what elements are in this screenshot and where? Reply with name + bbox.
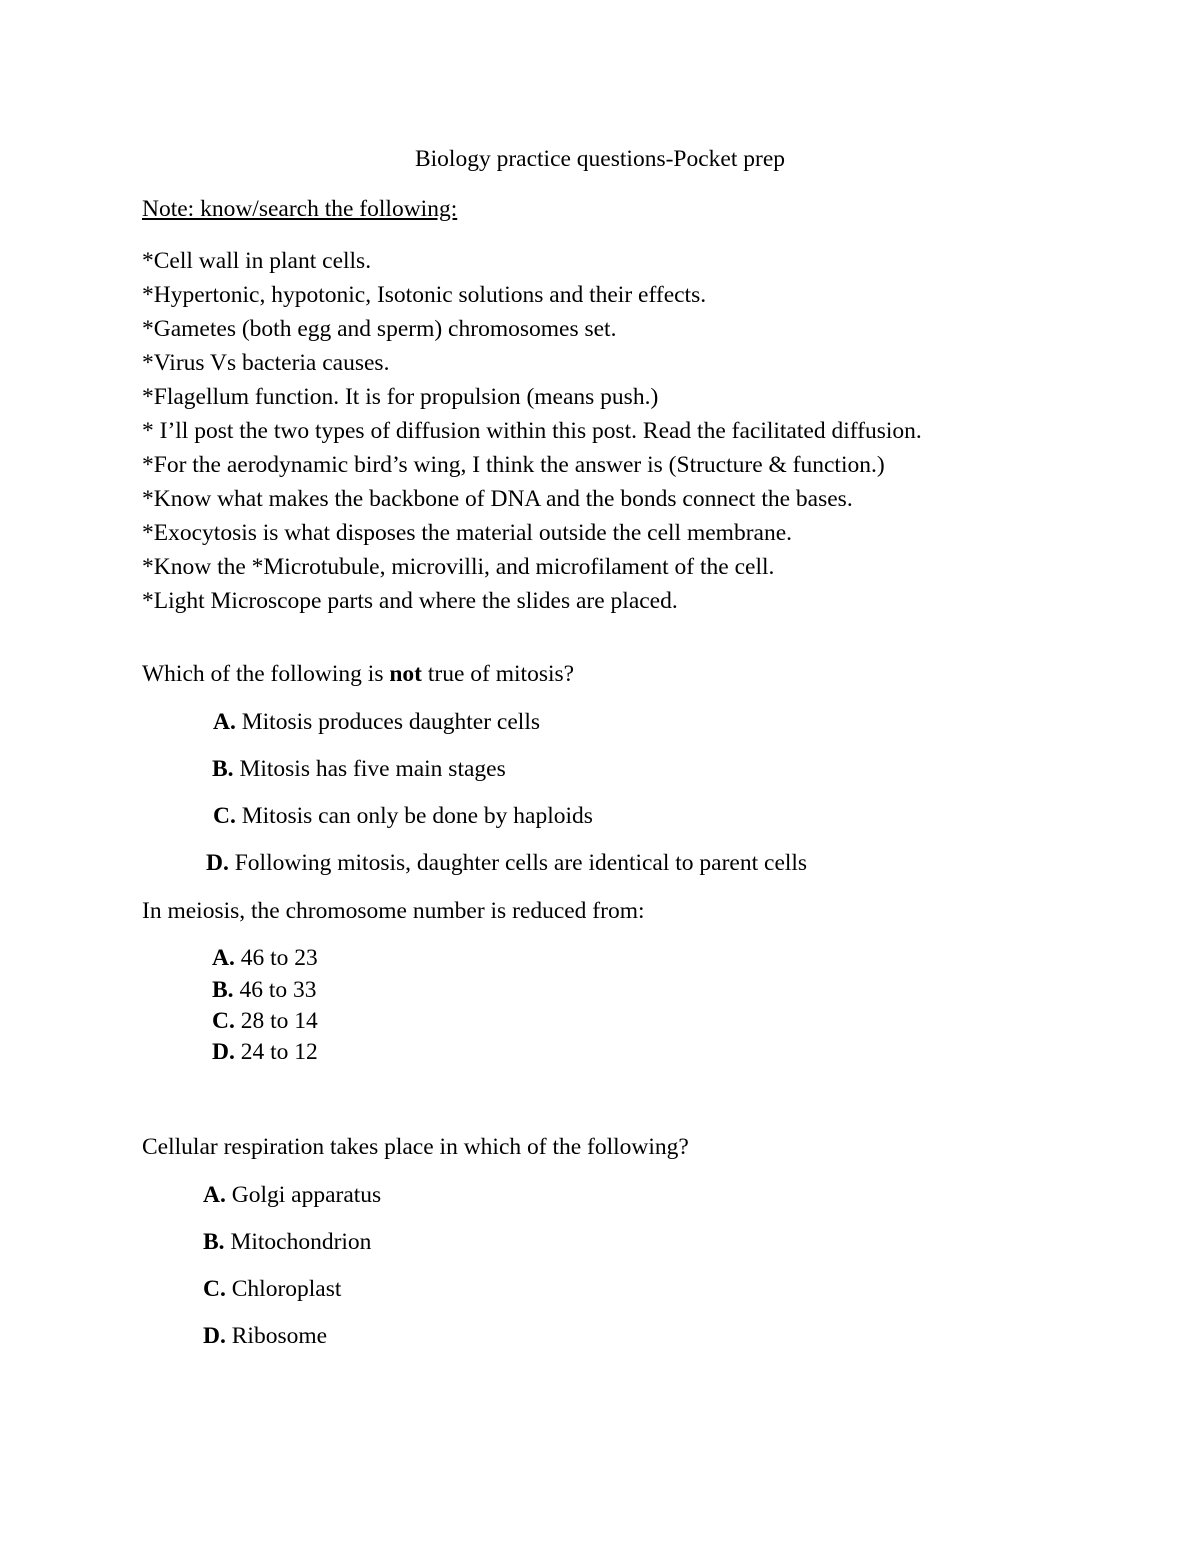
option-text: 46 to 23 [234,945,318,971]
question-2-option-c [212,1006,318,1036]
notes-list [142,246,922,620]
question-1-stem-end: true of mitosis? [422,661,575,687]
question-3-option-c [203,1274,341,1304]
list-item: *Know what makes the backbone of DNA and the bonds connect the bases. [142,486,853,512]
question-3-option-d [203,1321,327,1351]
list-item: *Virus Vs bacteria causes. [142,350,390,376]
question-3-option-b [203,1227,371,1257]
list-item: *Hypertonic, hypotonic, Isotonic solutions and their effects. [142,282,707,308]
question-1-stem [142,659,574,689]
list-item: *Gametes (both egg and sperm) chromosomes set. [142,316,617,342]
option-letter: C. [213,803,236,829]
option-text: Ribosome [225,1323,328,1349]
list-item: * I’ll post the two types of diffusion within this post. Read the facilitated diffusion. [142,418,922,444]
option-text: Golgi apparatus [225,1182,382,1208]
page-title: Biology practice questions-Pocket prep [414,146,786,172]
list-item: *Light Microscope parts and where the slides are placed. [142,588,678,614]
question-2-option-d [212,1037,318,1067]
option-text: Mitosis has five main stages [233,756,506,782]
option-text: Chloroplast [225,1276,342,1302]
question-1-option-b [212,754,506,784]
question-2-stem: In meiosis, the chromosome number is reduced from: [142,898,645,924]
option-text: 24 to 12 [234,1039,318,1065]
option-text: 28 to 14 [234,1008,318,1034]
question-2-option-a [212,943,318,973]
question-1-option-a [213,707,540,737]
option-letter: D. [203,1323,226,1349]
option-letter: B. [212,977,234,1003]
option-text: Mitosis produces daughter cells [235,709,540,735]
option-text: 46 to 33 [233,977,317,1003]
question-3-stem: Cellular respiration takes place in which of the following? [142,1134,689,1160]
option-text: Mitochondrion [224,1229,372,1255]
question-1-stem-start: Which of the following is [142,661,390,687]
option-letter: D. [212,1039,235,1065]
option-letter: B. [203,1229,225,1255]
option-letter: A. [213,709,236,735]
list-item: *Flagellum function. It is for propulsion (means push.) [142,384,659,410]
question-2-option-b [212,975,316,1005]
list-item: *Exocytosis is what disposes the material outside the cell membrane. [142,520,793,546]
question-1-stem-emphasis: not [389,661,423,687]
option-text: Following mitosis, daughter cells are identical to parent cells [228,850,808,876]
option-text: Mitosis can only be done by haploids [235,803,593,829]
option-letter: A. [212,945,235,971]
question-3-option-a [203,1180,381,1210]
option-letter: C. [203,1276,226,1302]
option-letter: D. [206,850,229,876]
question-1-option-d [206,848,807,878]
note-heading: Note: know/search the following: [142,196,458,222]
question-1-option-c [213,801,593,831]
option-letter: C. [212,1008,235,1034]
option-letter: A. [203,1182,226,1208]
list-item: *For the aerodynamic bird’s wing, I think the answer is (Structure & function.) [142,452,885,478]
option-letter: B. [212,756,234,782]
list-item: *Know the *Microtubule, microvilli, and microfilament of the cell. [142,554,775,580]
list-item: *Cell wall in plant cells. [142,248,372,274]
